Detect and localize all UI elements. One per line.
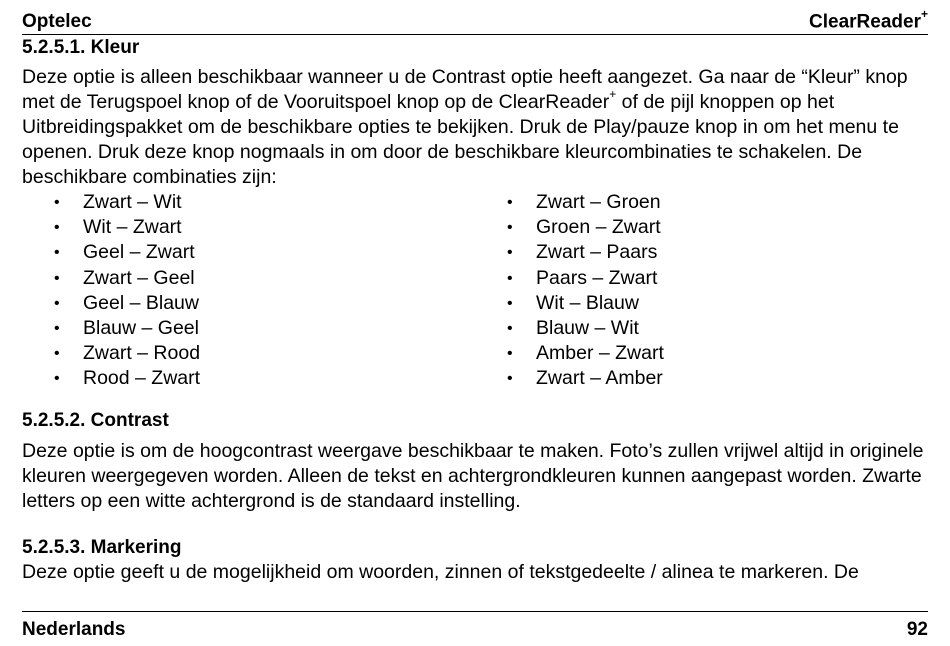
color-combination-label: Zwart – Paars [536,241,658,264]
bullet-icon: • [54,219,60,237]
color-combination-item [475,316,928,341]
page-footer [22,611,928,642]
bullet-icon: • [507,345,513,363]
bullet-icon: • [507,294,513,312]
color-combination-item [22,366,475,391]
color-combination-item [475,341,928,366]
page-content [22,36,928,585]
bullet-icon: • [507,269,513,287]
section-kleur-body-part2: of de pijl knoppen op het Uitbreidingspakket om de beschikbare opties te bekijken. Druk de Play/pauze knop in om het menu te openen. Druk deze knop nogmaals in om door de beschikbare kleurcombinaties te schakelen. De beschikbare combinaties zijn: [22,91,899,188]
color-combination-label: Amber – Zwart [536,342,664,365]
header-product-sup: + [920,6,928,21]
color-combination-label: Zwart – Amber [536,367,663,390]
color-combination-item [22,266,475,291]
bullet-icon: • [54,244,60,262]
color-combination-label: Wit – Blauw [536,291,639,314]
section-markering-body: Deze optie geeft u de mogelijkheid om woorden, zinnen of tekstgedeelte / alinea te markeren. De [22,560,859,583]
header-product [809,4,928,34]
header-company: Optelec [22,11,92,32]
bullet-icon: • [507,194,513,211]
page-header [22,8,928,35]
bullet-icon: • [54,320,60,338]
color-combination-item [475,291,928,316]
color-combination-label: Zwart – Wit [83,191,182,213]
section-kleur-body-sup: + [609,86,617,101]
color-combination-list-left [22,190,475,392]
color-combination-label: Blauw – Wit [536,317,639,340]
section-kleur-body-part1: Deze optie is alleen beschikbaar wanneer u de Contrast optie heeft aangezet. Ga naar de “Kleur” knop met de Terugspoel knop of de Vooruitspoel knop op de ClearReader [22,66,908,113]
color-combination-item [475,215,928,240]
section-contrast-title: 5.2.5.2. Contrast [22,409,169,431]
section-contrast-body: Deze optie is om de hoogcontrast weergave beschikbaar te maken. Foto’s zullen vrijwel altijd in originele kleuren weergegeven worden. Alleen de tekst en achtergrondkleuren kunnen aangepast worden. Zwarte letters op een witte achtergrond is de standaard instelling. [22,439,924,512]
bullet-icon: • [54,294,60,312]
color-combination-label: Zwart – Geel [83,266,195,289]
color-combination-item [475,190,928,215]
color-combination-label: Zwart – Rood [83,342,201,365]
color-combination-item [22,240,475,265]
color-combination-item [22,341,475,366]
color-combination-item [475,266,928,291]
footer-language: Nederlands [22,619,126,640]
section-kleur-title: 5.2.5.1. Kleur [22,37,140,58]
bullet-icon: • [54,194,60,211]
section-kleur-body [22,65,928,190]
color-combination-item [22,291,475,316]
color-combination-item [22,215,475,240]
bullet-icon: • [507,370,513,388]
color-combination-label: Geel – Blauw [83,291,199,314]
color-combination-label: Paars – Zwart [536,266,658,289]
color-combination-item [475,240,928,265]
color-combination-label: Wit – Zwart [83,216,182,239]
color-combination-label: Groen – Zwart [536,216,661,239]
bullet-icon: • [54,345,60,363]
color-combination-item [22,316,475,341]
color-combination-lists [22,190,928,392]
bullet-icon: • [507,244,513,262]
bullet-icon: • [507,320,513,338]
header-product-name: ClearReader [809,11,921,32]
bullet-icon: • [507,219,513,237]
section-markering-title: 5.2.5.3. Markering [22,536,182,558]
color-combination-label: Geel – Zwart [83,241,195,264]
footer-page-number: 92 [906,619,928,640]
color-combination-label: Rood – Zwart [83,367,201,390]
bullet-icon: • [54,370,60,388]
color-combination-item [475,366,928,391]
color-combination-label: Zwart – Groen [536,191,661,213]
bullet-icon: • [54,269,60,287]
color-combination-item [22,190,475,215]
color-combination-list-right [475,190,928,392]
color-combination-label: Blauw – Geel [83,317,199,340]
